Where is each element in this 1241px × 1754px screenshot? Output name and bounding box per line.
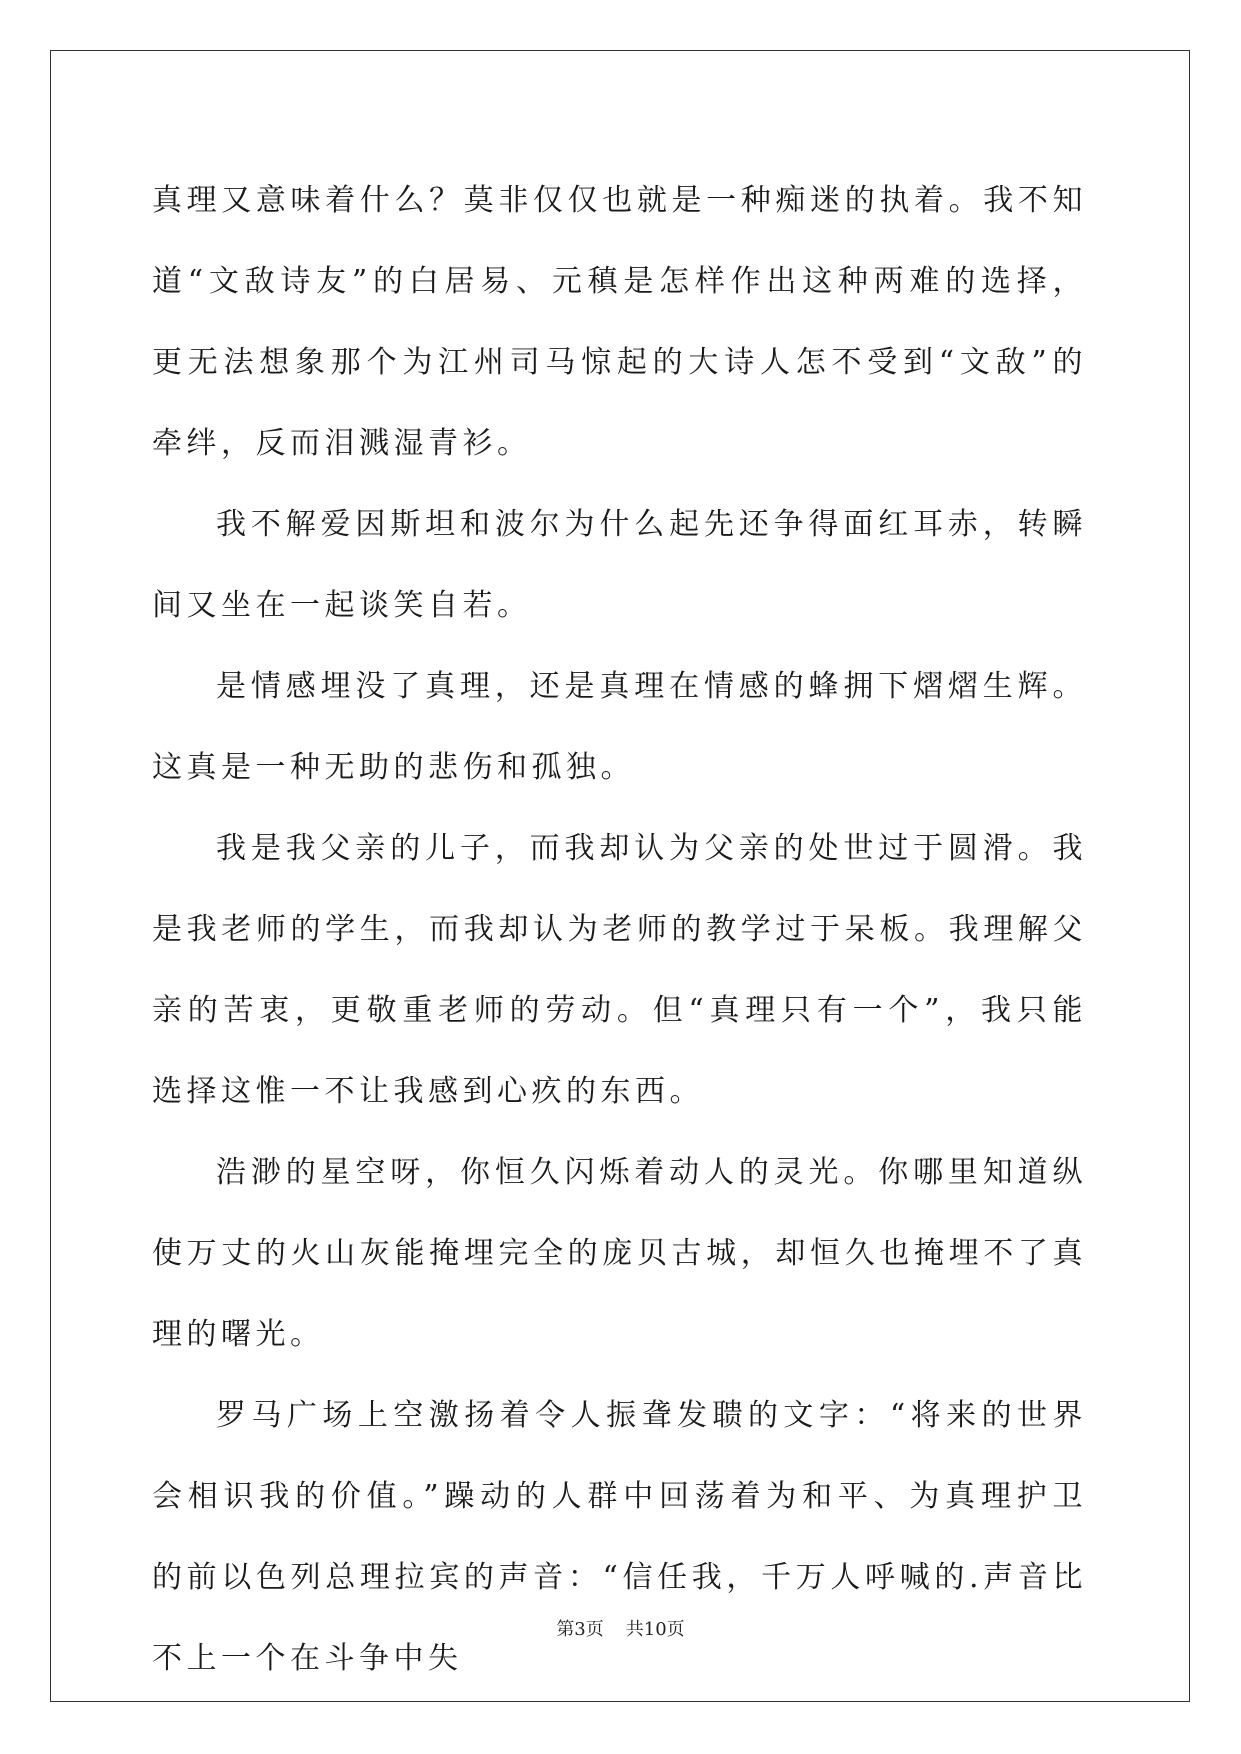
document-body [152,160,1087,1699]
paragraph-3: 是情感埋没了真理，还是真理在情感的蜂拥下熠熠生辉。这真是一种无助的悲伤和孤独。 [152,669,1087,785]
paragraph-1: 真理又意味着什么？莫非仅仅也就是一种痴迷的执着。我不知道“文敌诗友”的白居易、元稹是怎样作出这种两难的选择，更无法想象那个为江州司马惊起的大诗人怎不受到“文敌”的牵绊，反而泪溅湿青衫。 [152,183,1087,461]
page-number: 第3页 [556,1619,604,1640]
page-footer [0,1615,1241,1641]
page-total: 共10页 [625,1619,685,1640]
paragraph-5: 浩渺的星空呀，你恒久闪烁着动人的灵光。你哪里知道纵使万丈的火山灰能掩埋完全的庞贝古城，却恒久也掩埋不了真理的曙光。 [152,1155,1087,1352]
paragraph-4: 我是我父亲的儿子，而我却认为父亲的处世过于圆滑。我是我老师的学生，而我却认为老师的教学过于呆板。我理解父亲的苦衷，更敬重老师的劳动。但“真理只有一个”，我只能选择这惟一不让我感到心疚的东西。 [152,831,1087,1109]
paragraph-2: 我不解爱因斯坦和波尔为什么起先还争得面红耳赤，转瞬间又坐在一起谈笑自若。 [152,507,1087,623]
paragraph-6: 罗马广场上空激扬着令人振聋发聩的文字：“将来的世界会相识我的价值。”躁动的人群中回荡着为和平、为真理护卫的前以色列总理拉宾的声音：“信任我，千万人呼喊的.声音比不上一个在斗争中失 [152,1398,1087,1676]
